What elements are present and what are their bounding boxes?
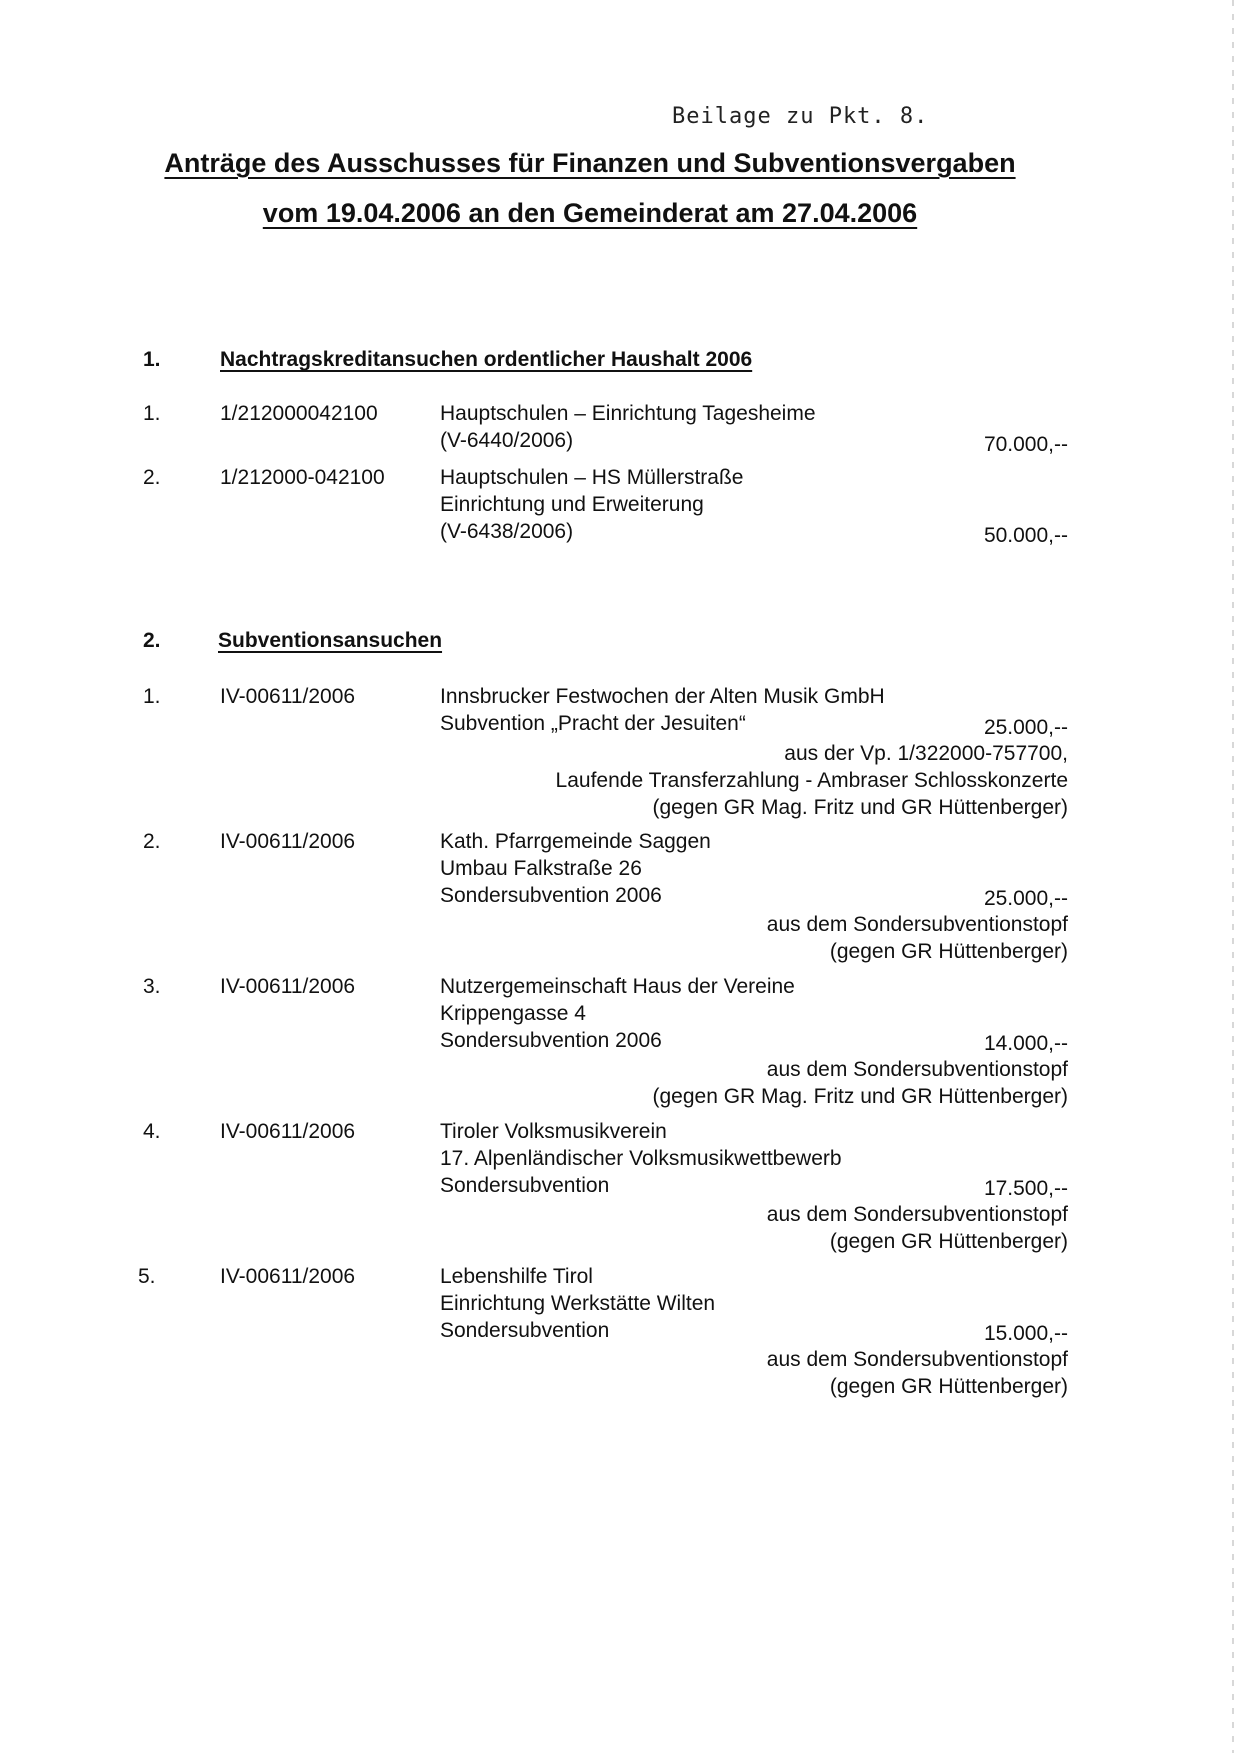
item-number: 1. [143, 402, 161, 425]
attachment-stamp: Beilage zu Pkt. 8. [672, 104, 929, 129]
note-line: (gegen GR Mag. Fritz und GR Hüttenberger) [652, 1085, 1068, 1108]
description-line: Lebenshilfe Tirol [440, 1265, 593, 1288]
item-reference: IV-00611/2006 [220, 975, 356, 998]
item-number: 4. [143, 1120, 161, 1143]
document-title-line1: Anträge des Ausschusses für Finanzen und Subventionsvergaben [164, 148, 1016, 178]
item-amount: 25.000,-- [983, 887, 1068, 910]
item-reference: IV-00611/2006 [220, 830, 356, 853]
item-reference: IV-00611/2006 [220, 685, 356, 708]
item-notes [556, 740, 1068, 821]
item-number: 5. [138, 1265, 156, 1288]
item-amount: 50.000,-- [983, 524, 1068, 547]
description-line: Krippengasse 4 [440, 1002, 586, 1025]
item-notes [767, 911, 1068, 965]
description-line: 17. Alpenländischer Volksmusikwettbewerb [440, 1147, 842, 1170]
description-line: Hauptschulen – HS Müllerstraße [440, 466, 744, 489]
item-reference: 1/212000-042100 [220, 466, 385, 489]
note-line: (gegen GR Hüttenberger) [829, 1230, 1068, 1253]
section2-title: Subventionsansuchen [218, 629, 443, 652]
note-line: aus dem Sondersubventionstopf [766, 1203, 1068, 1226]
description-line: Einrichtung und Erweiterung [440, 493, 704, 516]
item-notes [767, 1346, 1068, 1400]
description-line: Nutzergemeinschaft Haus der Vereine [440, 975, 795, 998]
description-line: Innsbrucker Festwochen der Alten Musik GmbH [440, 685, 885, 708]
note-line: aus der Vp. 1/322000-757700, [784, 742, 1068, 765]
description-line: Hauptschulen – Einrichtung Tagesheime [440, 402, 816, 425]
note-line: (gegen GR Hüttenberger) [829, 940, 1068, 963]
item-reference: IV-00611/2006 [220, 1265, 356, 1288]
item-amount: 25.000,-- [983, 716, 1068, 739]
description-line: Sondersubvention 2006 [440, 884, 662, 907]
section1-title: Nachtragskreditansuchen ordentlicher Haushalt 2006 [220, 348, 753, 371]
item-number: 2. [143, 830, 161, 853]
note-line: aus dem Sondersubventionstopf [766, 1348, 1068, 1371]
section1-number: 1. [143, 348, 161, 371]
note-line: Laufende Transferzahlung - Ambraser Schlosskonzerte [555, 769, 1068, 792]
description-line: Umbau Falkstraße 26 [440, 857, 642, 880]
item-notes [652, 1056, 1068, 1110]
description-line: Sondersubvention [440, 1174, 610, 1197]
item-reference: 1/212000042100 [220, 402, 378, 425]
note-line: (gegen GR Hüttenberger) [829, 1375, 1068, 1398]
scan-edge [1232, 0, 1234, 1753]
item-number: 2. [143, 466, 161, 489]
note-line: aus dem Sondersubventionstopf [766, 1058, 1068, 1081]
note-line: aus dem Sondersubventionstopf [766, 913, 1068, 936]
description-line: (V-6438/2006) [440, 520, 574, 543]
description-line: (V-6440/2006) [440, 429, 574, 452]
item-notes [767, 1201, 1068, 1255]
description-line: Subvention „Pracht der Jesuiten“ [440, 712, 746, 735]
description-line: Tiroler Volksmusikverein [440, 1120, 667, 1143]
description-line: Sondersubvention [440, 1319, 610, 1342]
description-line: Kath. Pfarrgemeinde Saggen [440, 830, 711, 853]
document-title-line2: vom 19.04.2006 an den Gemeinderat am 27.04.2006 [262, 198, 918, 228]
item-amount: 70.000,-- [983, 433, 1068, 456]
item-amount: 14.000,-- [983, 1032, 1068, 1055]
description-line: Einrichtung Werkstätte Wilten [440, 1292, 716, 1315]
section2-number: 2. [143, 629, 161, 652]
item-number: 3. [143, 975, 161, 998]
item-amount: 15.000,-- [983, 1322, 1068, 1345]
note-line: (gegen GR Mag. Fritz und GR Hüttenberger) [652, 796, 1068, 819]
description-line: Sondersubvention 2006 [440, 1029, 662, 1052]
item-amount: 17.500,-- [983, 1177, 1068, 1200]
item-reference: IV-00611/2006 [220, 1120, 356, 1143]
item-number: 1. [143, 685, 161, 708]
